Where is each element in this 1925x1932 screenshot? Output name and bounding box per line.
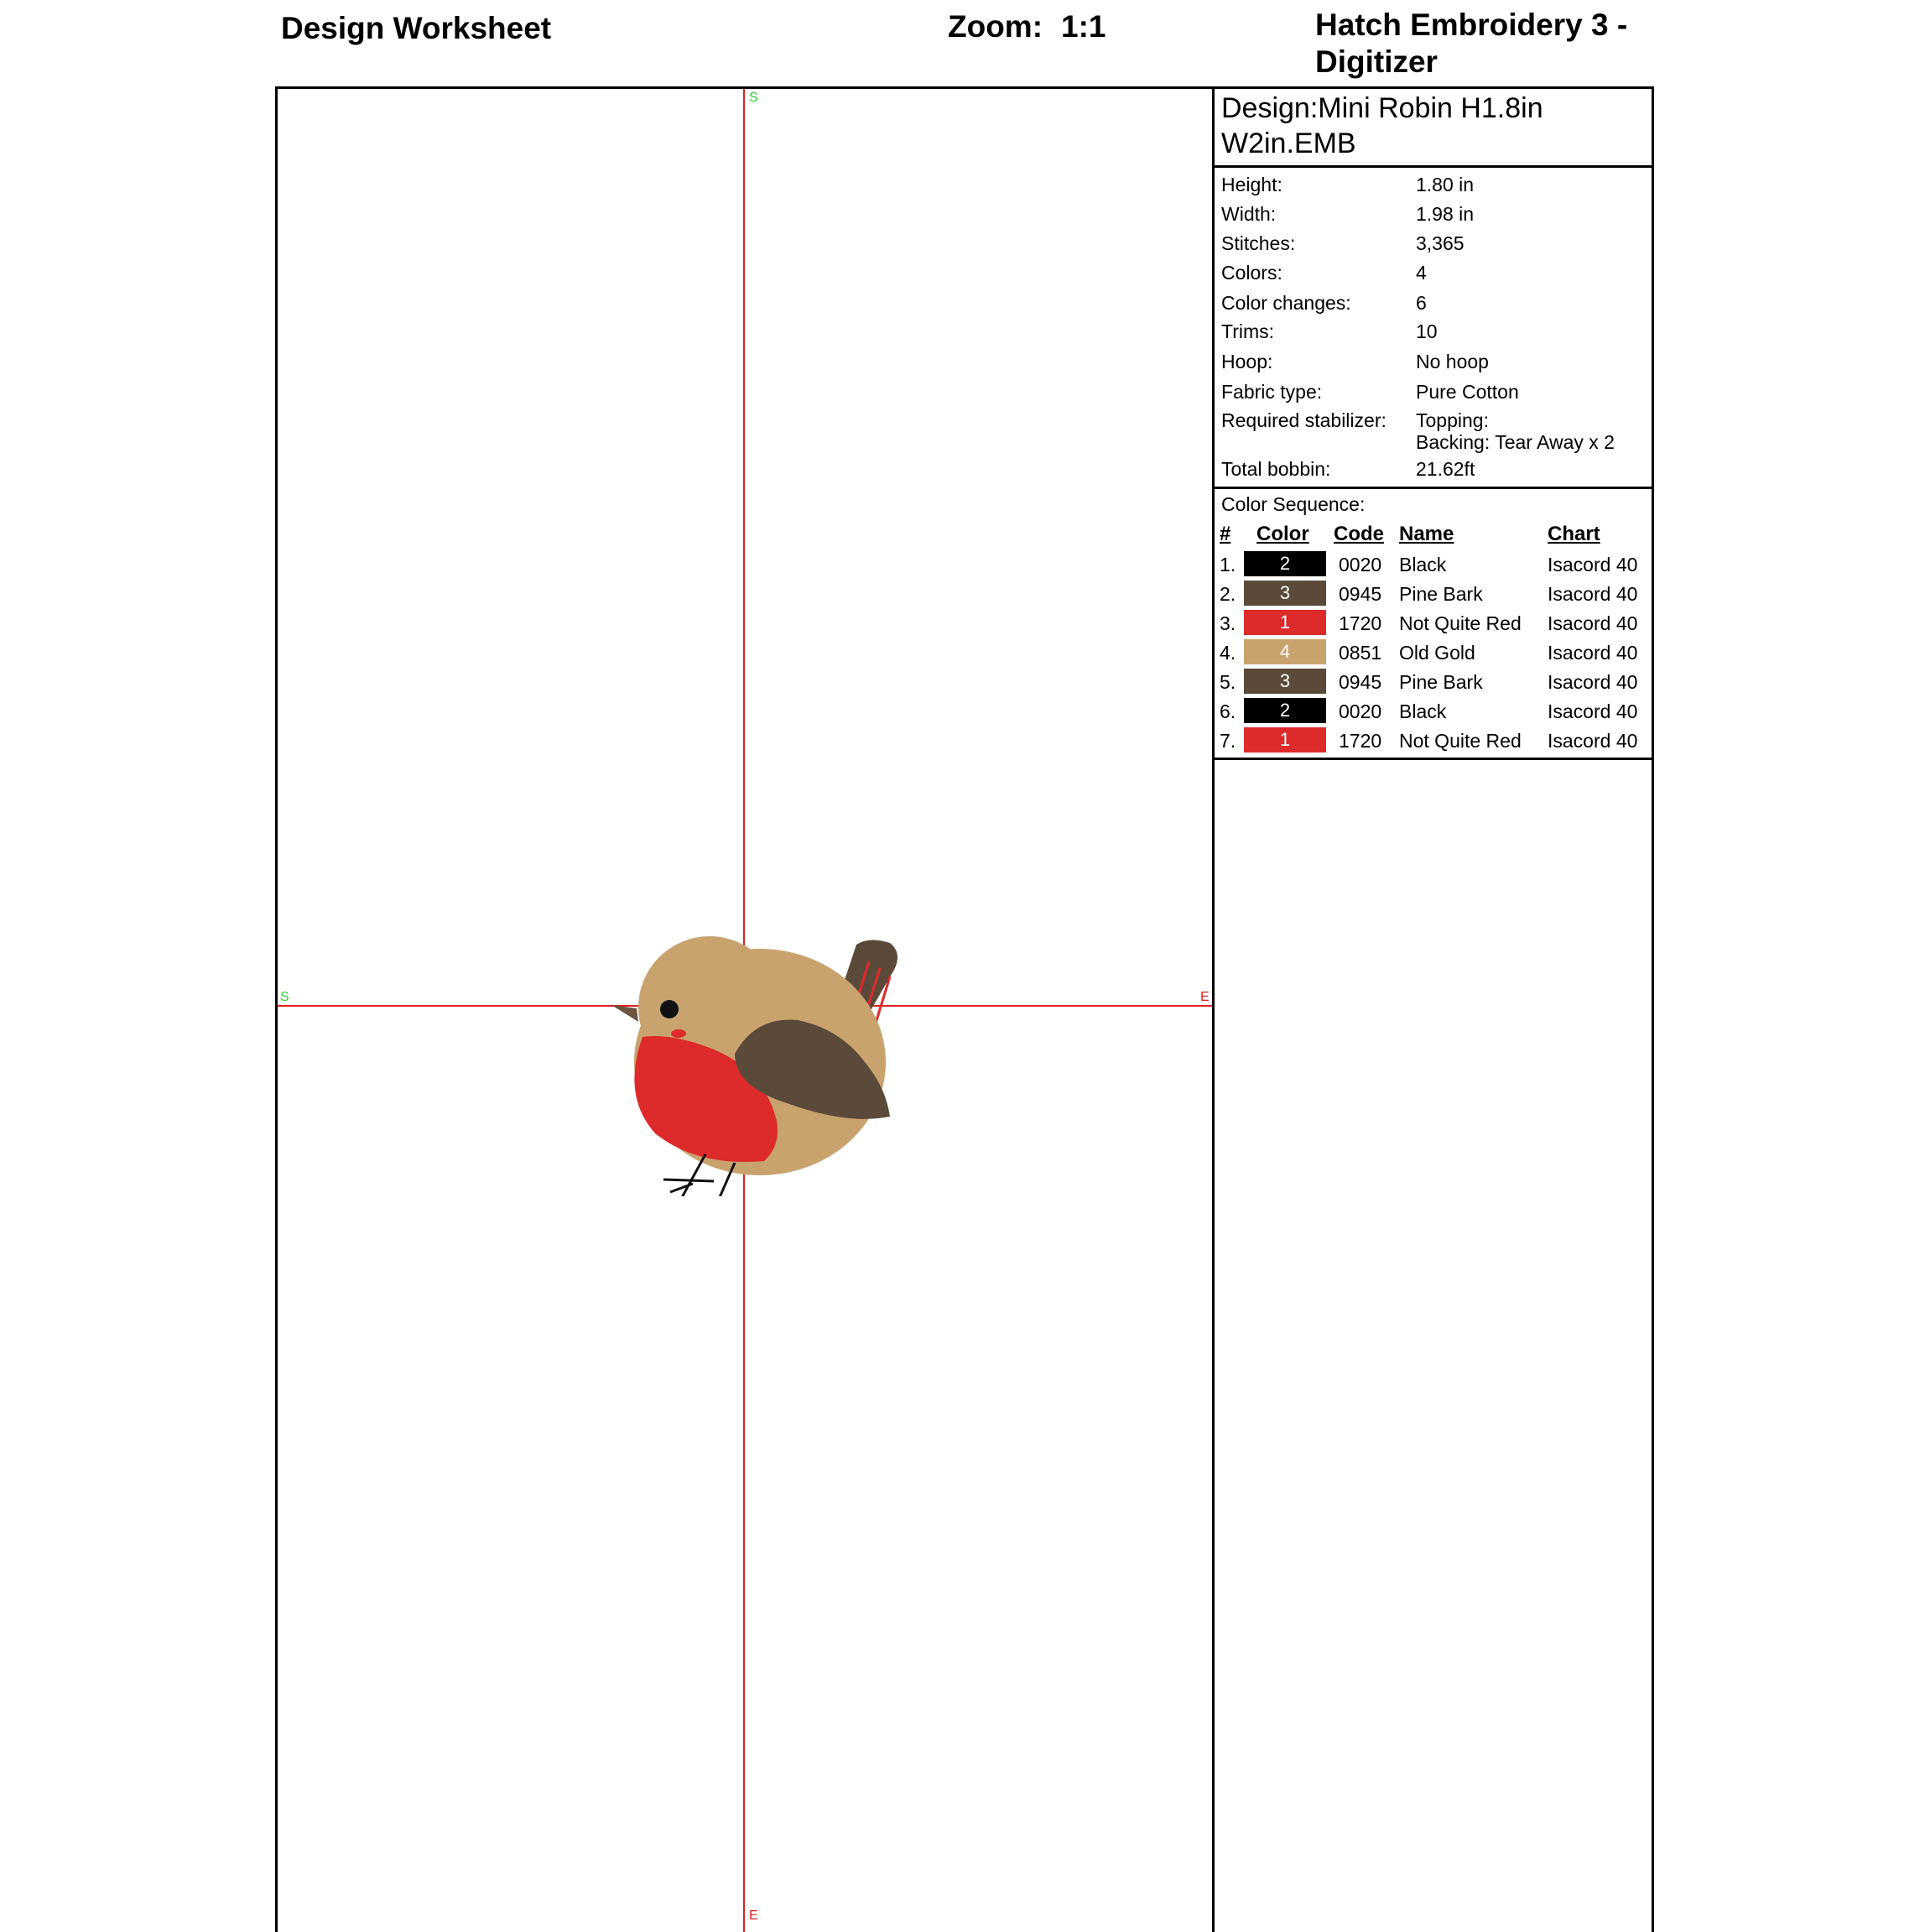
design-name: Design:Mini Robin H1.8in W2in.EMB bbox=[1221, 92, 1543, 159]
thread-name: Pine Bark bbox=[1399, 583, 1483, 605]
property-value: Pure Cotton bbox=[1416, 381, 1519, 403]
property-value: 4 bbox=[1416, 262, 1427, 284]
color-sequence-title: Color Sequence: bbox=[1221, 493, 1366, 515]
thread-code: 1720 bbox=[1339, 612, 1382, 634]
color-swatch: 2 bbox=[1244, 698, 1326, 723]
color-sequence-row bbox=[1215, 669, 1652, 695]
thread-chart: Isacord 40 bbox=[1548, 583, 1638, 605]
property-label: Height: bbox=[1221, 174, 1282, 195]
property-label: Hoop: bbox=[1221, 351, 1273, 372]
thread-name: Black bbox=[1399, 700, 1447, 722]
horizontal-end-marker: E bbox=[1200, 990, 1210, 1004]
property-label: Trims: bbox=[1221, 320, 1275, 342]
thread-name: Not Quite Red bbox=[1399, 730, 1522, 752]
color-sequence bbox=[1215, 489, 1652, 760]
property-value: No hoop bbox=[1416, 351, 1489, 372]
thread-chart: Isacord 40 bbox=[1548, 730, 1638, 752]
color-swatch: 2 bbox=[1244, 551, 1326, 576]
color-sequence-row bbox=[1215, 610, 1652, 637]
design-info-panel bbox=[1212, 86, 1654, 1932]
design-properties bbox=[1215, 168, 1652, 489]
property-label: Color changes: bbox=[1221, 292, 1351, 314]
row-number: 4. bbox=[1220, 642, 1236, 664]
property-value-secondary: Backing: Tear Away x 2 bbox=[1416, 431, 1615, 453]
thread-name: Old Gold bbox=[1399, 642, 1475, 664]
property-label: Colors: bbox=[1221, 262, 1282, 284]
thread-code: 0020 bbox=[1339, 700, 1382, 722]
zoom-indicator bbox=[948, 8, 1106, 45]
color-sequence-row bbox=[1215, 727, 1652, 754]
row-number: 6. bbox=[1220, 700, 1236, 722]
design-name-box bbox=[1215, 89, 1652, 168]
property-value: 3,365 bbox=[1416, 232, 1465, 254]
design-canvas bbox=[275, 86, 1212, 1932]
color-sequence-row bbox=[1215, 639, 1652, 666]
row-number: 2. bbox=[1220, 583, 1236, 605]
column-header-number: # bbox=[1220, 523, 1231, 545]
property-label: Fabric type: bbox=[1221, 381, 1323, 403]
property-label: Width: bbox=[1221, 203, 1277, 225]
color-swatch: 4 bbox=[1244, 639, 1326, 664]
robin-cheek bbox=[671, 1029, 686, 1038]
thread-chart: Isacord 40 bbox=[1548, 700, 1638, 722]
vertical-end-marker: E bbox=[749, 1909, 758, 1923]
thread-chart: Isacord 40 bbox=[1548, 554, 1638, 575]
color-swatch: 3 bbox=[1244, 669, 1326, 694]
property-label: Required stabilizer: bbox=[1221, 409, 1387, 431]
property-value: Topping: bbox=[1416, 409, 1489, 431]
worksheet-title: Design Worksheet bbox=[281, 11, 552, 45]
color-sequence-row bbox=[1215, 698, 1652, 725]
robin-eye bbox=[660, 1000, 679, 1018]
robin-embroidery-image bbox=[571, 844, 991, 1196]
row-number: 1. bbox=[1220, 554, 1236, 575]
property-value: 1.80 in bbox=[1416, 174, 1475, 195]
thread-name: Black bbox=[1399, 554, 1447, 575]
thread-code: 0945 bbox=[1339, 671, 1382, 693]
property-label: Total bobbin: bbox=[1221, 458, 1331, 480]
thread-code: 0851 bbox=[1339, 642, 1382, 664]
thread-chart: Isacord 40 bbox=[1548, 642, 1638, 664]
thread-chart: Isacord 40 bbox=[1548, 612, 1638, 634]
property-value: 21.62ft bbox=[1416, 458, 1475, 480]
zoom-value: 1:1 bbox=[1061, 9, 1106, 44]
vertical-start-marker: S bbox=[749, 91, 758, 105]
zoom-label: Zoom: bbox=[948, 9, 1043, 44]
row-number: 3. bbox=[1220, 612, 1236, 634]
column-header-name: Name bbox=[1399, 523, 1454, 545]
color-swatch: 1 bbox=[1244, 727, 1326, 752]
thread-name: Pine Bark bbox=[1399, 671, 1483, 693]
property-value: 10 bbox=[1416, 320, 1438, 342]
app-title: Hatch Embroidery 3 - Digitizer bbox=[1315, 8, 1628, 79]
property-label: Stitches: bbox=[1221, 232, 1296, 254]
column-header-color: Color bbox=[1256, 523, 1309, 545]
thread-code: 0945 bbox=[1339, 583, 1382, 605]
row-number: 7. bbox=[1220, 730, 1236, 752]
row-number: 5. bbox=[1220, 671, 1236, 693]
thread-name: Not Quite Red bbox=[1399, 612, 1522, 634]
robin-beak bbox=[611, 1005, 638, 1022]
horizontal-start-marker: S bbox=[280, 990, 289, 1004]
color-swatch: 3 bbox=[1244, 581, 1326, 606]
thread-code: 0020 bbox=[1339, 554, 1382, 575]
color-swatch: 1 bbox=[1244, 610, 1326, 635]
column-header-code: Code bbox=[1334, 523, 1384, 545]
color-sequence-row bbox=[1215, 551, 1652, 578]
column-header-chart: Chart bbox=[1548, 523, 1600, 545]
color-sequence-row bbox=[1215, 581, 1652, 607]
property-value: 6 bbox=[1416, 292, 1427, 314]
property-value: 1.98 in bbox=[1416, 203, 1475, 225]
thread-code: 1720 bbox=[1339, 730, 1382, 752]
thread-chart: Isacord 40 bbox=[1548, 671, 1638, 693]
